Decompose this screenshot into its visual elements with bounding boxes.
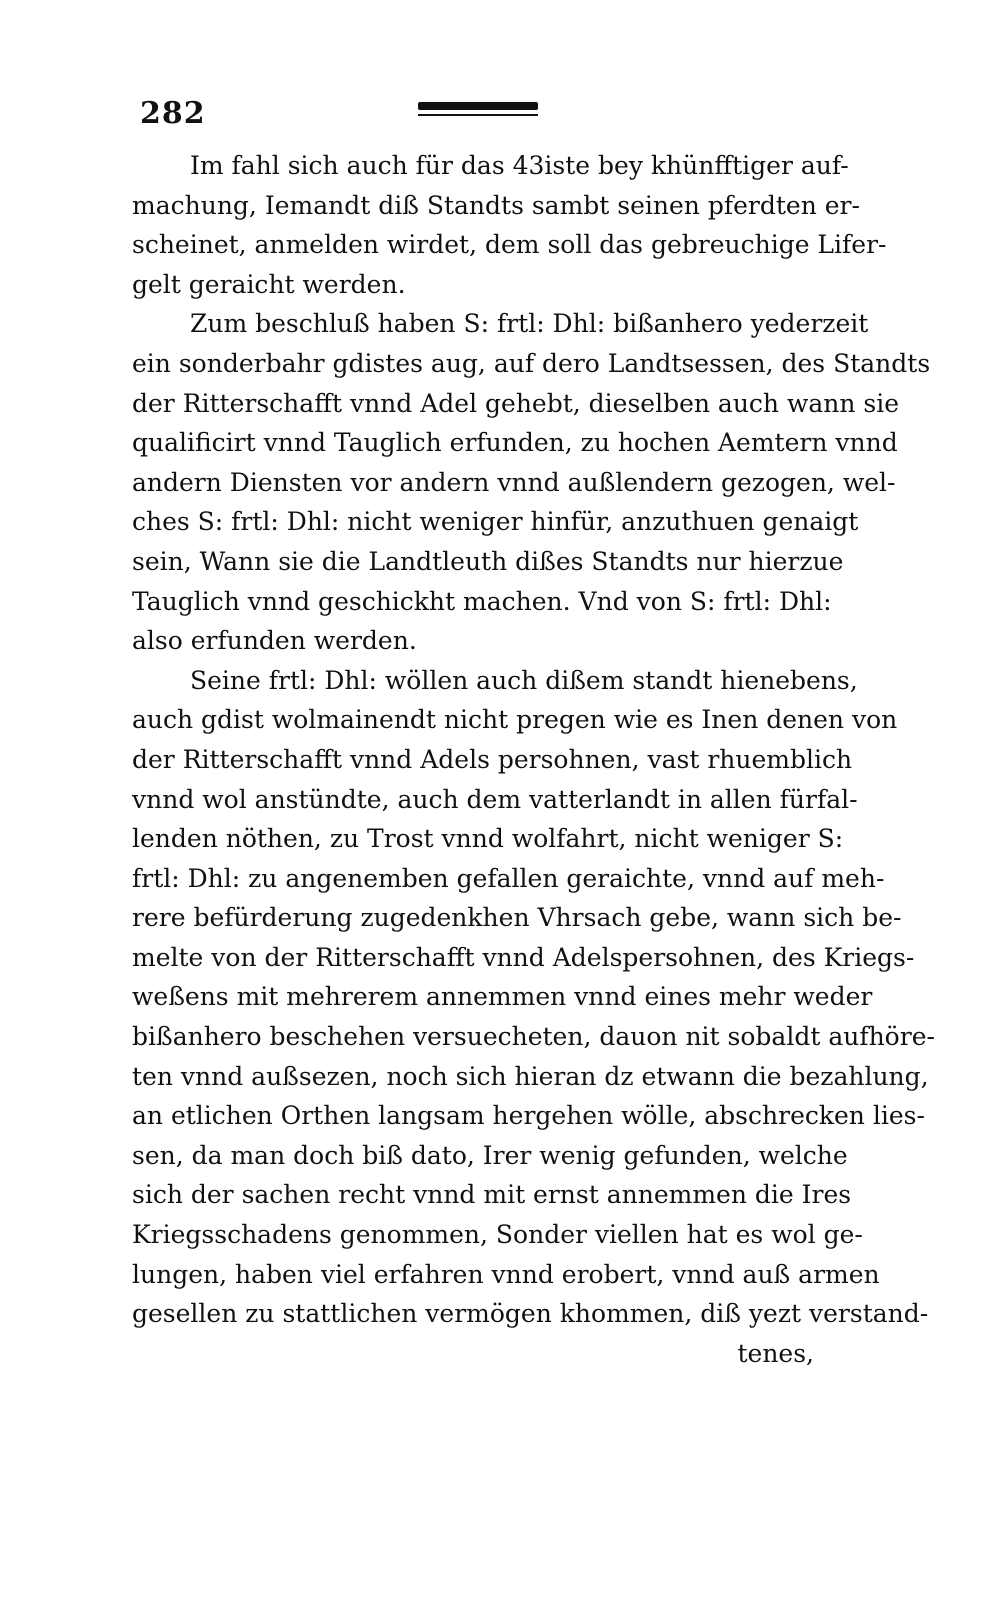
text-line: machung, Iemandt diß Standts sambt seinen pferdten er-	[132, 190, 860, 220]
text-line: also erfunden werden.	[132, 626, 417, 656]
text-line: der Ritterschafft vnnd Adel gehebt, dieselben auch wann sie	[132, 388, 900, 418]
text-line: an etlichen Orthen langsam hergehen wölle, abschrecken lies-	[132, 1101, 925, 1131]
text-line: Zum beschluß haben S: frtl: Dhl: bißanhero yederzeit	[190, 309, 869, 339]
text-line: rere befürderung zugedenkhen Vhrsach gebe, wann sich be-	[132, 903, 902, 933]
text-line: melte von der Ritterschafft vnnd Adelspersohnen, des Kriegs-	[132, 942, 915, 972]
text-line: der Ritterschafft vnnd Adels persohnen, vast rhuemblich	[132, 744, 853, 774]
text-line: tenes,	[737, 1338, 814, 1368]
text-line: frtl: Dhl: zu angenemben gefallen geraichte, vnnd auf meh-	[132, 863, 885, 893]
header-rule-ornament	[418, 102, 538, 118]
header-rule-thick	[418, 102, 538, 110]
text-line: lungen, haben viel erfahren vnnd erobert, vnnd auß armen	[132, 1259, 880, 1289]
text-line: gesellen zu stattlichen vermögen khommen, diß yezt verstand-	[132, 1299, 929, 1329]
text-line: auch gdist wolmainendt nicht pregen wie es Inen denen von	[132, 705, 898, 735]
text-line: bißanhero beschehen versuecheten, dauon nit sobaldt aufhöre-	[132, 1022, 935, 1052]
text-line: scheinet, anmelden wirdet, dem soll das gebreuchige Lifer-	[132, 230, 887, 260]
text-line: qualificirt vnnd Tauglich erfunden, zu hochen Aemtern vnnd	[132, 428, 898, 458]
text-line: ten vnnd außsezen, noch sich hieran dz etwann die bezahlung,	[132, 1061, 929, 1091]
text-line: Seine frtl: Dhl: wöllen auch dißem standt hienebens,	[190, 665, 858, 695]
page-number: 282	[140, 96, 206, 131]
text-line: sich der sachen recht vnnd mit ernst annemmen die Ires	[132, 1180, 852, 1210]
header-rule-thin	[418, 114, 538, 116]
text-line: ches S: frtl: Dhl: nicht weniger hinfür, anzuthuen genaigt	[132, 507, 859, 537]
text-line: weßens mit mehrerem annemmen vnnd eines mehr weder	[132, 982, 873, 1012]
text-line: Tauglich vnnd geschickht machen. Vnd von S: frtl: Dhl:	[132, 586, 832, 616]
text-line: sen, da man doch biß dato, Irer wenig gefunden, welche	[132, 1140, 848, 1170]
body-text	[132, 146, 935, 1373]
text-line: Im fahl sich auch für das 43iste bey khünfftiger auf-	[190, 151, 849, 180]
text-line: Kriegsschadens genommen, Sonder viellen hat es wol ge-	[132, 1220, 863, 1250]
text-line: ein sonderbahr gdistes aug, auf dero Landtsessen, des Standts	[132, 348, 931, 378]
text-line: gelt geraicht werden.	[132, 269, 406, 299]
text-line: lenden nöthen, zu Trost vnnd wolfahrt, nicht weniger S:	[132, 824, 844, 854]
text-line: vnnd wol anstündte, auch dem vatterlandt in allen fürfal-	[132, 784, 858, 814]
text-line: andern Diensten vor andern vnnd außlendern gezogen, wel-	[132, 467, 896, 497]
text-line: sein, Wann sie die Landtleuth dißes Standts nur hierzue	[132, 546, 844, 576]
